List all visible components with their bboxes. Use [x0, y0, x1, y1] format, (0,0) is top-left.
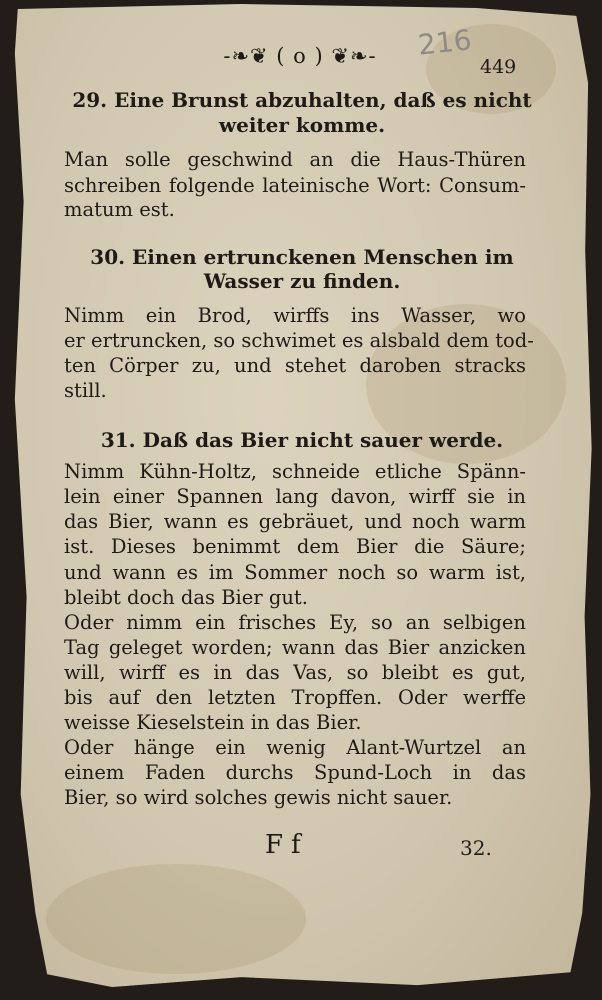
catchword: 32. [460, 836, 492, 860]
body-line: das Bier, wann es gebräuet, und noch warm [64, 510, 526, 533]
body-line: weisse Kieselstein in das Bier. [64, 711, 362, 734]
body-line: schreiben folgende lateinische Wort: Consum- [64, 174, 526, 197]
body-line: lein einer Spannen lang davon, wirff sie in [64, 485, 526, 508]
body-line: bleibt doch das Bier gut. [64, 586, 308, 609]
body-line: Tag geleget worden; wann das Bier anzicken [64, 636, 526, 659]
body-line: still. [64, 379, 107, 402]
body-line: matum est. [64, 198, 175, 221]
section-heading: 30. Einen ertrunckenen Menschen im [90, 245, 514, 269]
section-heading: weiter komme. [218, 113, 386, 137]
signature-mark: Ff [265, 830, 309, 860]
section-heading: 31. Daß das Bier nicht sauer werde. [100, 428, 504, 452]
body-line: Nimm Kühn-Holtz, schneide etliche Spänn- [64, 460, 526, 483]
body-line: Oder nimm ein frisches Ey, so an selbigen [64, 611, 526, 634]
pencil-annotation: 216 [416, 23, 474, 62]
body-line: Oder hänge ein wenig Alant-Wurtzel an [64, 736, 526, 759]
body-line: Man solle geschwind an die Haus-Thüren [64, 148, 526, 171]
section-heading: 29. Eine Brunst abzuhalten, daß es nicht [72, 88, 532, 112]
body-line: und wann es im Sommer noch so warm ist, [64, 561, 526, 584]
body-line: er ertruncken, so schwimet es alsbald dem tod- [64, 329, 534, 352]
body-line: ist. Dieses benimmt dem Bier die Säure; [64, 535, 526, 558]
body-line: Bier, so wird solches gewis nicht sauer. [64, 786, 453, 809]
header-ornament: -❧❦ ( o ) ❦❧- [223, 44, 377, 68]
body-line: ten Cörper zu, und stehet daroben stracks [64, 354, 526, 377]
body-line: einem Faden durchs Spund-Loch in das [64, 761, 526, 784]
page-number: 449 [480, 56, 517, 78]
body-line: will, wirff es in das Vas, so bleibt es gut, [64, 661, 526, 684]
body-line: Nimm ein Brod, wirffs ins Wasser, wo [64, 304, 526, 327]
section-heading: Wasser zu finden. [203, 269, 401, 293]
body-line: bis auf den letzten Tropffen. Oder werffe [64, 686, 526, 709]
paper-stain [46, 864, 306, 974]
